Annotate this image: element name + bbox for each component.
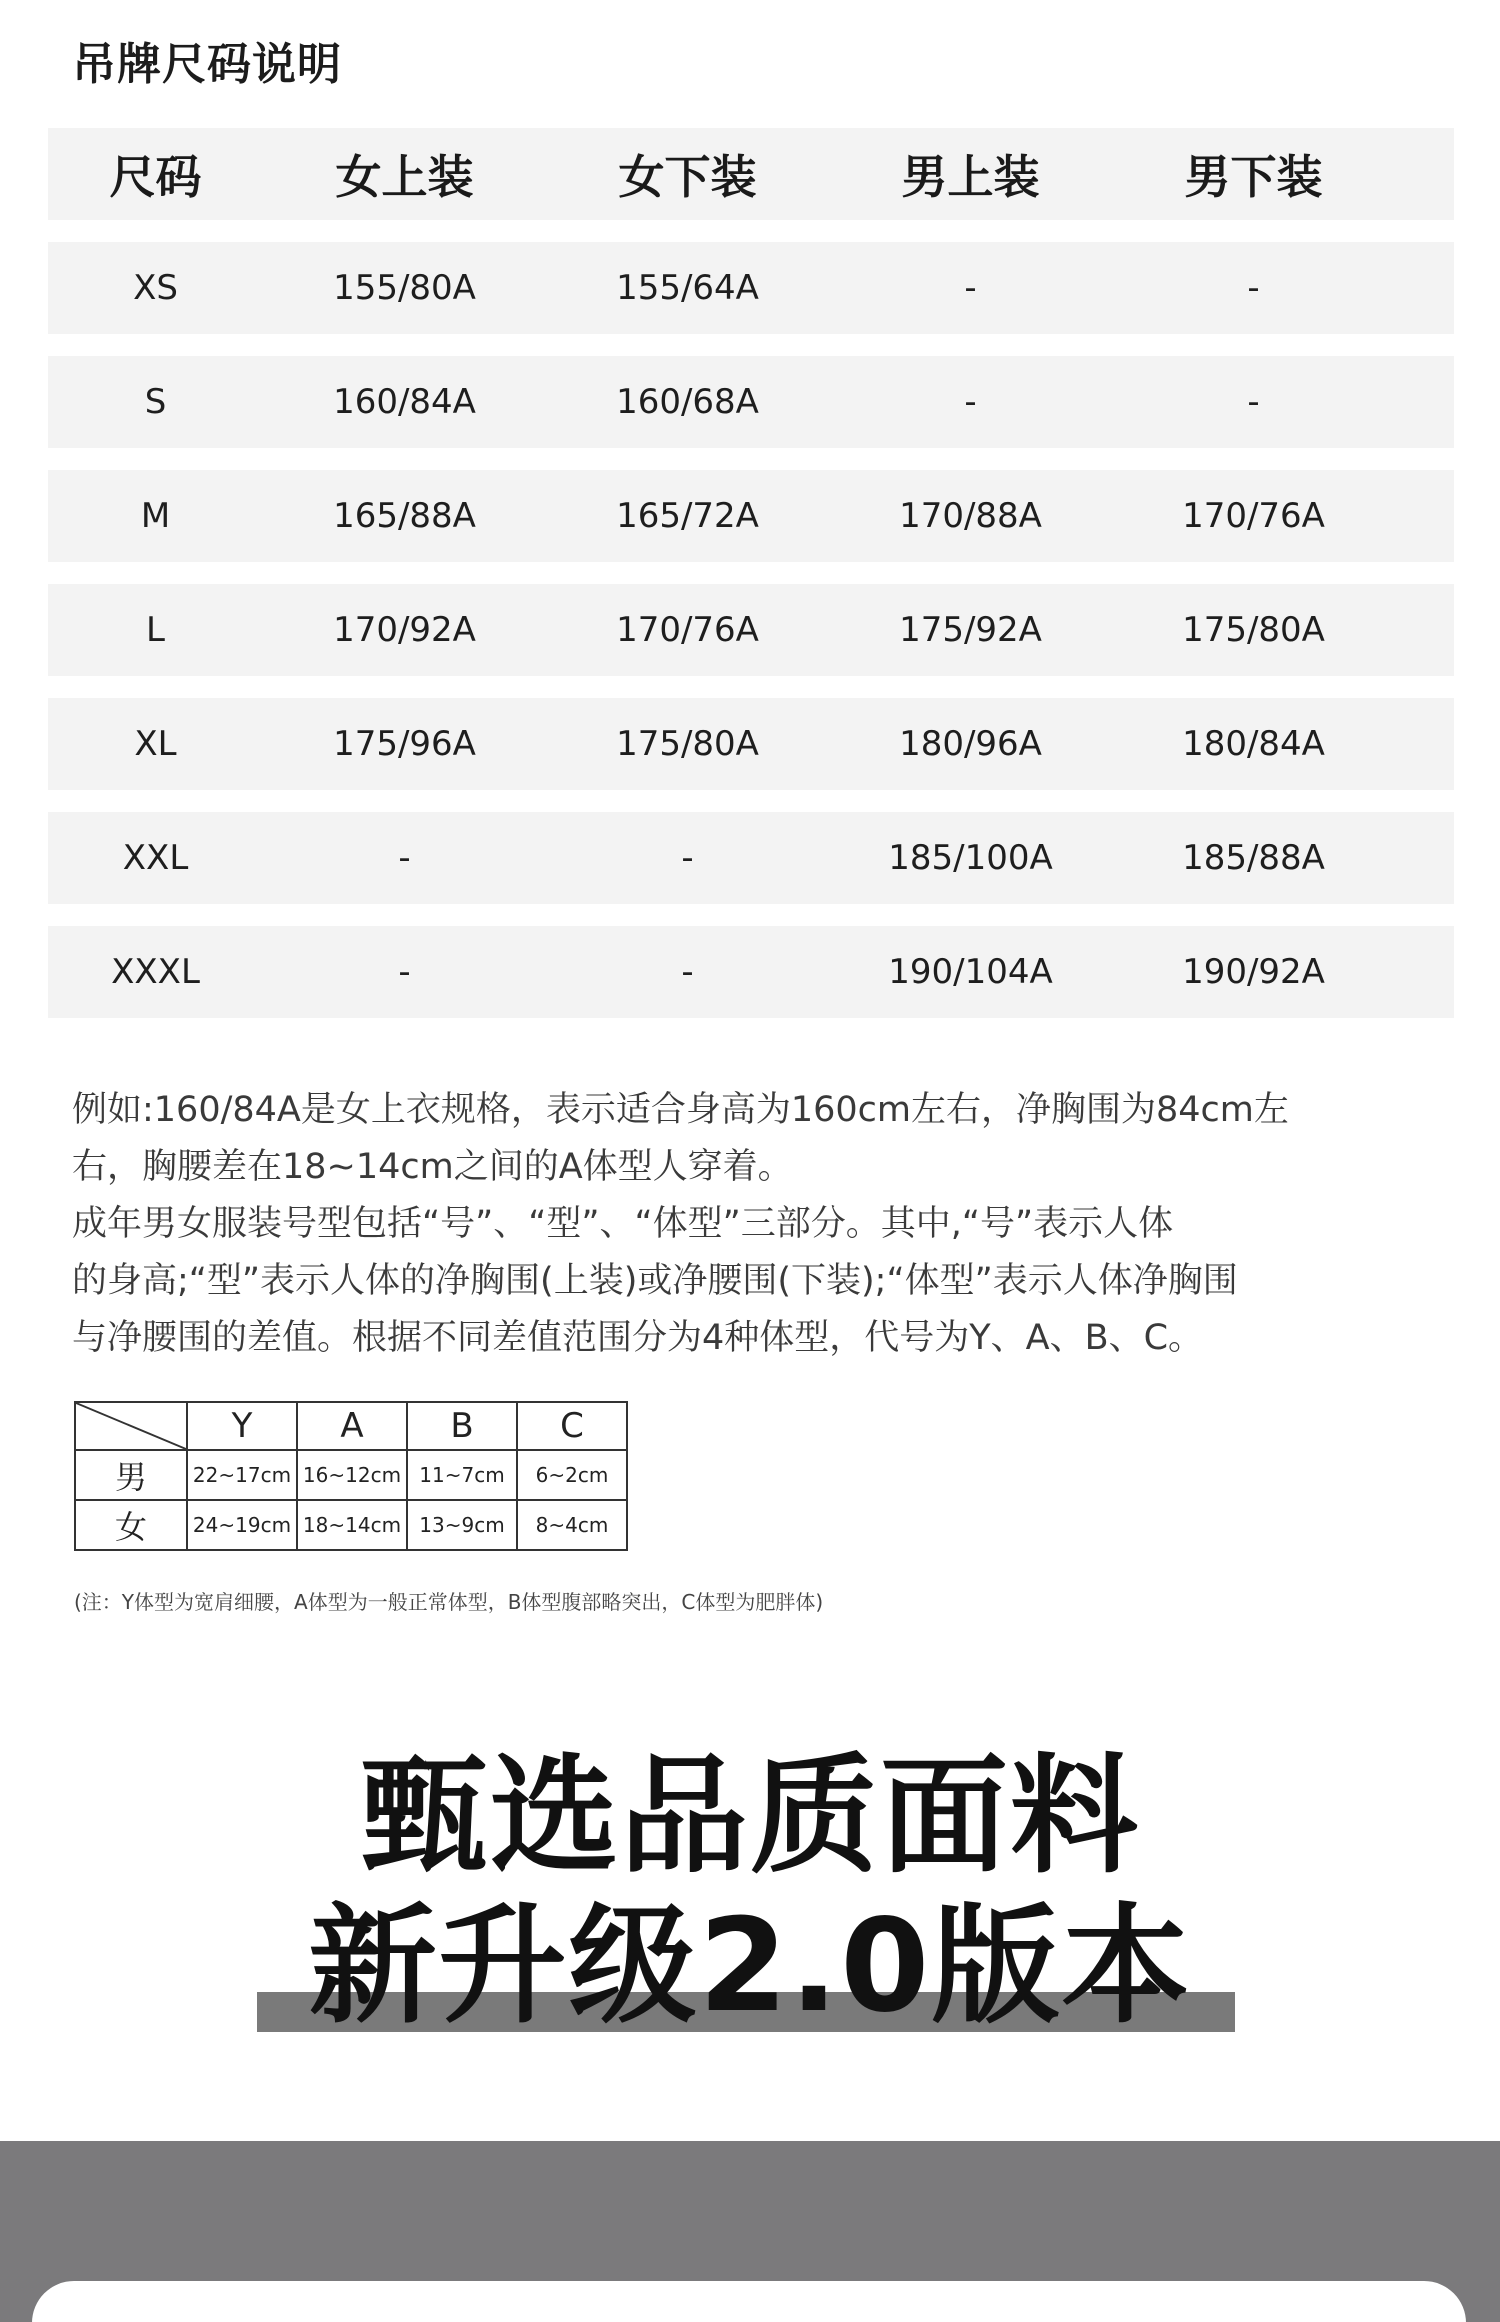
white-card-top — [32, 2281, 1466, 2322]
description-line: 右，胸腰差在18~14cm之间的A体型人穿着。 — [72, 1147, 793, 1187]
size-label: XXXL — [111, 952, 200, 992]
table-row — [75, 1500, 627, 1550]
table-cell: - — [398, 952, 411, 992]
table-cell: 170/76A — [1182, 496, 1325, 536]
table-cell: 24~19cm — [187, 1500, 297, 1550]
body-type-col-b: B — [407, 1402, 517, 1450]
table-cell: 22~17cm — [187, 1450, 297, 1500]
table-cell: 170/88A — [899, 496, 1042, 536]
size-description — [72, 1082, 1452, 1367]
diagonal-line — [76, 1403, 186, 1449]
table-cell: 11~7cm — [407, 1450, 517, 1500]
table-cell: 18~14cm — [297, 1500, 407, 1550]
promo-heading — [0, 1742, 1500, 2042]
table-row — [48, 356, 1454, 448]
table-cell: 13~9cm — [407, 1500, 517, 1550]
table-cell: - — [681, 838, 694, 878]
table-cell: 160/68A — [616, 382, 759, 422]
table-cell: 185/100A — [888, 838, 1053, 878]
table-cell: - — [1247, 382, 1260, 422]
promo-line-1: 甄选品质面料 — [359, 1742, 1140, 1891]
table-row — [48, 698, 1454, 790]
table-cell: 155/80A — [333, 268, 476, 308]
size-label: XL — [134, 724, 177, 764]
table-cell: 6~2cm — [517, 1450, 627, 1500]
table-cell: 175/96A — [333, 724, 476, 764]
diagonal-corner-cell — [75, 1402, 187, 1450]
description-line: 的身高;“型”表示人体的净胸围(上装)或净腰围(下装);“体型”表示人体净胸围 — [72, 1261, 1238, 1301]
table-cell: 180/84A — [1182, 724, 1325, 764]
table-row — [75, 1450, 627, 1500]
table-cell: 165/88A — [333, 496, 476, 536]
header-cell-women-bottom: 女下装 — [618, 150, 757, 204]
row-label-male: 男 — [75, 1450, 187, 1500]
table-cell: 8~4cm — [517, 1500, 627, 1550]
size-label: XS — [133, 268, 178, 308]
header-cell-women-top: 女上装 — [335, 150, 474, 204]
size-table — [48, 128, 1454, 1040]
table-cell: 190/104A — [888, 952, 1053, 992]
table-cell: - — [1247, 268, 1260, 308]
description-line: 成年男女服装号型包括“号”、“型”、“体型”三部分。其中,“号”表示人体 — [72, 1204, 1174, 1244]
table-row — [48, 242, 1454, 334]
body-type-col-c: C — [517, 1402, 627, 1450]
table-cell: 165/72A — [616, 496, 759, 536]
header-cell-size: 尺码 — [109, 150, 202, 204]
promo-line-2: 新升级2.0版本 — [308, 1892, 1192, 2041]
description-line: 与净腰围的差值。根据不同差值范围分为4种体型，代号为Y、A、B、C。 — [72, 1318, 1204, 1358]
size-label: S — [144, 382, 167, 422]
table-cell: 175/80A — [1182, 610, 1325, 650]
table-cell: 175/80A — [616, 724, 759, 764]
table-cell: 155/64A — [616, 268, 759, 308]
table-cell: 175/92A — [899, 610, 1042, 650]
table-cell: - — [964, 268, 977, 308]
table-cell: 180/96A — [899, 724, 1042, 764]
table-row — [48, 470, 1454, 562]
body-type-col-y: Y — [187, 1402, 297, 1450]
description-line: 例如:160/84A是女上衣规格，表示适合身高为160cm左右，净胸围为84cm左 — [72, 1090, 1289, 1130]
row-label-female: 女 — [75, 1500, 187, 1550]
size-label: M — [140, 496, 171, 536]
body-type-note: (注：Y体型为宽肩细腰，A体型为一般正常体型，B体型腹部略突出，C体型为肥胖体) — [74, 1590, 824, 1614]
table-cell: - — [398, 838, 411, 878]
table-row — [48, 812, 1454, 904]
table-cell: 170/76A — [616, 610, 759, 650]
body-type-table — [74, 1401, 628, 1551]
table-cell: 190/92A — [1182, 952, 1325, 992]
table-cell: 185/88A — [1182, 838, 1325, 878]
table-cell: - — [681, 952, 694, 992]
body-type-col-a: A — [297, 1402, 407, 1450]
size-label: L — [146, 610, 165, 650]
size-table-header — [48, 128, 1454, 220]
table-cell: 170/92A — [333, 610, 476, 650]
table-cell: 16~12cm — [297, 1450, 407, 1500]
table-row — [48, 584, 1454, 676]
promo-line-2-wrap — [309, 1892, 1192, 2042]
table-cell: - — [964, 382, 977, 422]
body-type-header-row — [75, 1402, 627, 1450]
table-cell: 160/84A — [333, 382, 476, 422]
size-label: XXL — [122, 838, 189, 878]
table-row — [48, 926, 1454, 1018]
page-title: 吊牌尺码说明 — [72, 39, 342, 90]
header-cell-men-top: 男上装 — [901, 150, 1040, 204]
header-cell-men-bottom: 男下装 — [1184, 150, 1323, 204]
